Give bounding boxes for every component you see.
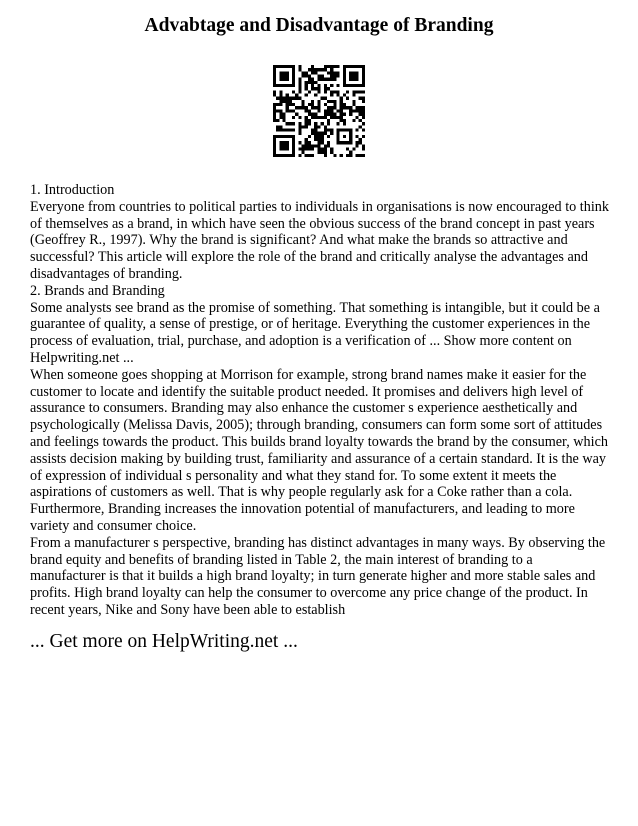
paragraph-brands: Some analysts see brand as the promise of something. That something is intangible, but it could be a guarantee of quality, a sense of prestige, or of heritage. Everything the customer experiences in the process of evaluation, trial, purchase, and adoption is a verification of ... Show more content on Helpwriting.net ...	[30, 299, 600, 366]
paragraph-shopping: When someone goes shopping at Morrison for example, strong brand names make it easier for the customer to locate and identify the suitable product needed. It promises and delivers high level of assurance to consumers. Branding may also enhance the customer s experience aesthetically and psychologically (Melissa Davis, 2005); through branding, consumers can form some sort of attitudes and feelings towards the product. This builds brand loyalty towards the brand by the consumer, which assists decision making by building trust, familiarity and assurance of a certain standard. It is the way of expression of individual s personality and what they stand for. To some extent it meets the aspirations of customers as well. That is why people regularly ask for a Coke rather than a cola. Furthermore, Branding increases the innovation potential of manufacturers, and leading to more variety and consumer choice.	[30, 366, 608, 534]
qr-code-icon	[273, 65, 365, 157]
document-title: Advabtage and Disadvantage of Branding	[144, 15, 494, 36]
document-body	[30, 182, 610, 619]
paragraph-introduction: Everyone from countries to political parties to individuals in organisations is now encouraged to think of themselves as a brand, in which have seen the obvious success of the brand concept in past years (Geoffrey R., 1997). Why the brand is significant? And what make the brands so attractive and successful? This article will explore the role of the brand and critically analyse the advantages and disadvantages of branding.	[30, 198, 609, 282]
section-heading-introduction: 1. Introduction	[30, 182, 115, 198]
section-heading-brands: 2. Brands and Branding	[30, 282, 165, 299]
paragraph-manufacturer: From a manufacturer s perspective, branding has distinct advantages in many ways. By observing the brand equity and benefits of branding listed in Table 2, the main interest of branding to a manufacturer is that it builds a high brand loyalty; in turn generate higher and more stable sales and profits. High brand loyalty can help the consumer to overcome any price change of the product. In recent years, Nike and Sony have been able to establish	[30, 534, 606, 618]
get-more-link[interactable]: ... Get more on HelpWriting.net ...	[30, 631, 298, 652]
